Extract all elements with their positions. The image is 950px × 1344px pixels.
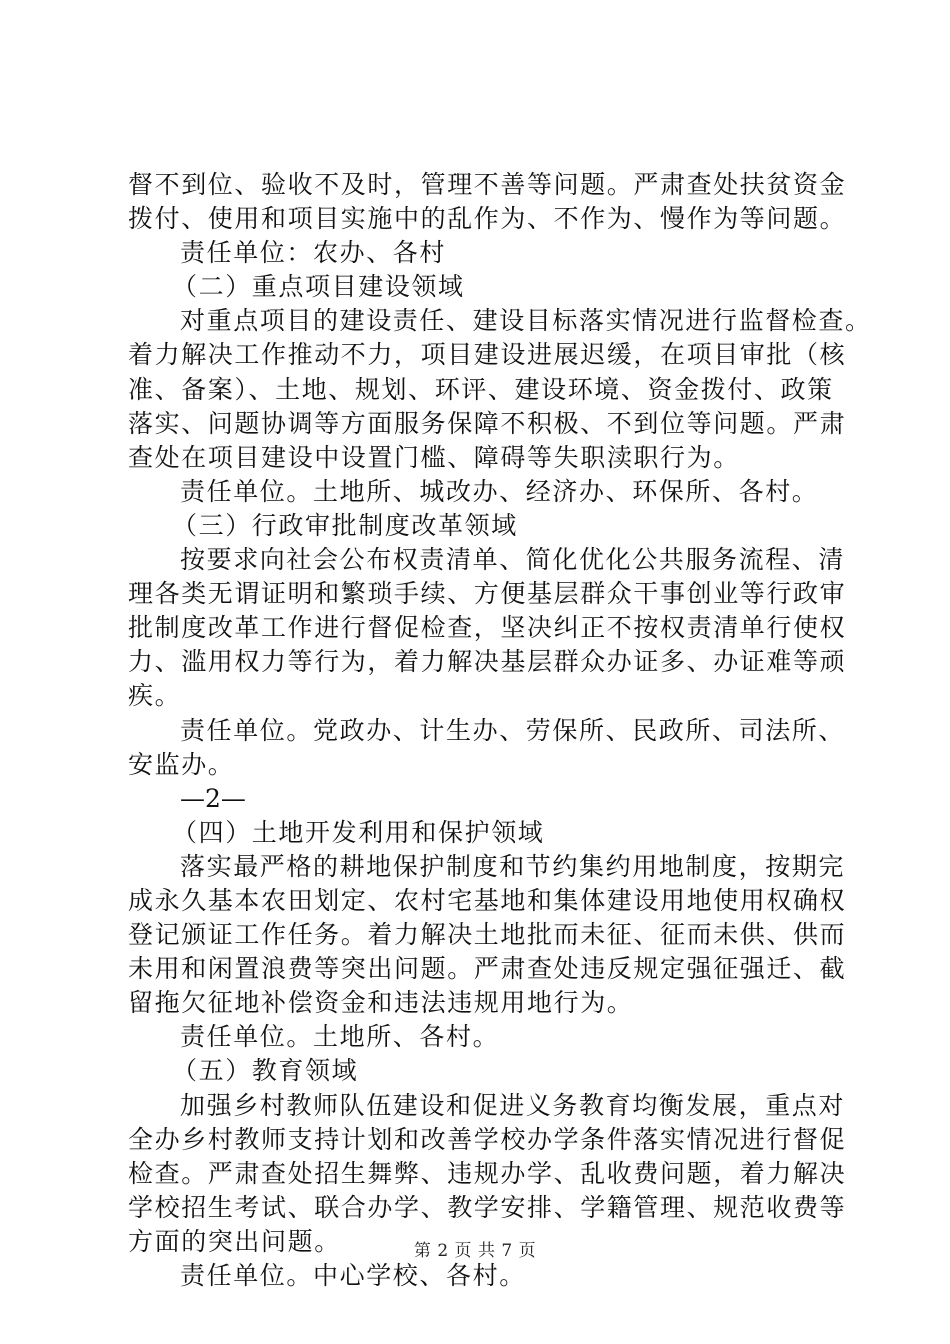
- body-line: 落实、问题协调等方面服务保障不积极、不到位等问题。严肃: [128, 408, 847, 438]
- body-line: 拨付、使用和项目实施中的乱作为、不作为、慢作为等问题。: [128, 204, 847, 234]
- inline-page-number: —2—: [180, 783, 246, 813]
- body-line: 学校招生考试、联合办学、教学安排、学籍管理、规范收费等: [128, 1192, 847, 1222]
- section-heading: （二）重点项目建设领域: [172, 272, 465, 302]
- body-line: 对重点项目的建设责任、建设目标落实情况进行监督检查。: [180, 306, 872, 336]
- body-line: 未用和闲置浪费等突出问题。严肃查处违反规定强征强迁、截: [128, 954, 847, 984]
- responsible-unit-line: 责任单位。土地所、城改办、经济办、环保所、各村。: [180, 476, 819, 506]
- body-line: 加强乡村教师队伍建设和促进义务教育均衡发展，重点对: [180, 1090, 846, 1120]
- responsible-unit-line: 责任单位。土地所、各村。: [180, 1022, 500, 1052]
- responsible-unit-line: 责任单位。党政办、计生办、劳保所、民政所、司法所、: [180, 715, 846, 745]
- body-line: 查处在项目建设中设置门槛、障碍等失职渎职行为。: [128, 442, 740, 472]
- section-heading: （五）教育领域: [172, 1056, 359, 1086]
- body-line: 力、滥用权力等行为，着力解决基层群众办证多、办证难等顽: [128, 647, 847, 677]
- body-line: 理各类无谓证明和繁琐手续、方便基层群众干事创业等行政审: [128, 579, 847, 609]
- body-line: 着力解决工作推动不力，项目建设进展迟缓，在项目审批（核: [128, 340, 847, 370]
- body-line: 按要求向社会公布权责清单、简化优化公共服务流程、清: [180, 545, 846, 575]
- section-heading: （四）土地开发利用和保护领域: [172, 817, 545, 847]
- body-line: 全办乡村教师支持计划和改善学校办学条件落实情况进行督促: [128, 1124, 847, 1154]
- section-heading: （三）行政审批制度改革领域: [172, 510, 518, 540]
- body-line: 督不到位、验收不及时，管理不善等问题。严肃查处扶贫资金: [128, 170, 847, 199]
- body-line: 准、备案）、土地、规划、环评、建设环境、资金拨付、政策: [128, 374, 834, 404]
- body-line: 留拖欠征地补偿资金和违法违规用地行为。: [128, 988, 634, 1018]
- body-line: 成永久基本农田划定、农村宅基地和集体建设用地使用权确权: [128, 885, 847, 915]
- responsible-unit-line: 责任单位。中心学校、各村。: [180, 1261, 526, 1290]
- body-line: 疾。: [128, 681, 182, 711]
- page-footer: 第 2 页 共 7 页: [413, 1241, 537, 1261]
- body-line: 登记颁证工作任务。着力解决土地批而未征、征而未供、供而: [128, 920, 847, 950]
- body-line: 批制度改革工作进行督促检查，坚决纠正不按权责清单行使权: [128, 613, 847, 643]
- body-line: 安监办。: [128, 749, 235, 779]
- responsible-unit-line: 责任单位：农办、各村: [180, 238, 447, 268]
- body-line: 检查。严肃查处招生舞弊、违规办学、乱收费问题，着力解决: [128, 1158, 847, 1188]
- body-line: 落实最严格的耕地保护制度和节约集约用地制度，按期完: [180, 851, 846, 881]
- document-body: [128, 168, 872, 1293]
- body-line: 方面的突出问题。: [128, 1226, 341, 1256]
